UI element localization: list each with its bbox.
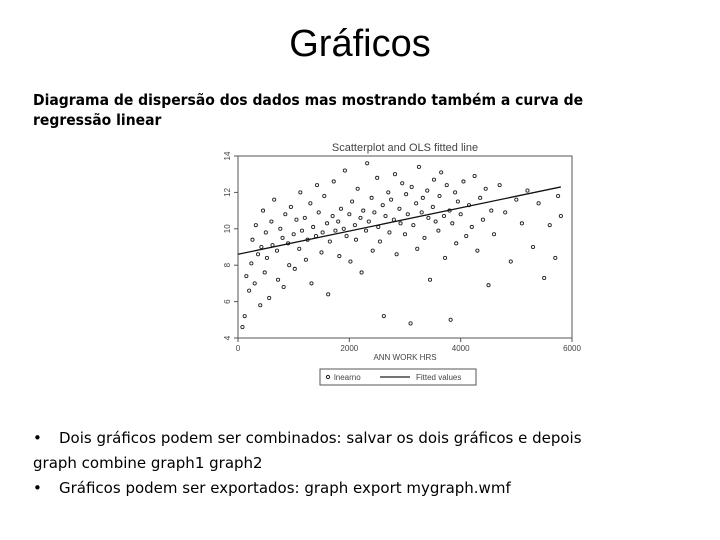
data-point (443, 256, 446, 259)
data-point (248, 289, 251, 292)
data-point (251, 238, 254, 241)
data-point (356, 187, 359, 190)
data-point (427, 216, 430, 219)
y-tick-label: 10 (223, 224, 232, 234)
data-point (392, 218, 395, 221)
data-point (543, 276, 546, 279)
data-point (398, 207, 401, 210)
data-point (438, 194, 441, 197)
data-point (526, 189, 529, 192)
data-point (303, 216, 306, 219)
data-point (332, 180, 335, 183)
data-point (309, 202, 312, 205)
y-tick-label: 14 (223, 151, 232, 161)
code-line (33, 451, 693, 476)
data-point (504, 211, 507, 214)
data-point (263, 271, 266, 274)
data-point (416, 247, 419, 250)
data-point (370, 196, 373, 199)
data-point (376, 176, 379, 179)
data-point (353, 224, 356, 227)
data-point (339, 207, 342, 210)
data-point (328, 240, 331, 243)
data-point (275, 249, 278, 252)
data-point (415, 202, 418, 205)
plot-frame (238, 156, 572, 338)
data-point (432, 178, 435, 181)
bullet-item (33, 426, 693, 451)
data-point (389, 198, 392, 201)
bullet-list (33, 426, 693, 501)
data-point (282, 285, 285, 288)
data-point (459, 213, 462, 216)
data-point (276, 278, 279, 281)
x-tick-label: 6000 (563, 344, 581, 353)
data-point (440, 171, 443, 174)
data-point (298, 247, 301, 250)
data-point (476, 249, 479, 252)
data-point (465, 234, 468, 237)
x-tick-label: 2000 (340, 344, 359, 353)
bullet-marker: • (33, 429, 42, 447)
data-point (556, 194, 559, 197)
data-point (334, 229, 337, 232)
data-point (243, 315, 246, 318)
data-point (373, 211, 376, 214)
data-point (321, 231, 324, 234)
data-point (279, 227, 282, 230)
data-point (349, 260, 352, 263)
data-point (405, 193, 408, 196)
data-point (292, 233, 295, 236)
x-tick-label: 0 (235, 344, 241, 353)
data-point (393, 173, 396, 176)
data-point (371, 249, 374, 252)
data-point (473, 174, 476, 177)
y-tick-label: 8 (223, 262, 232, 268)
data-point (367, 220, 370, 223)
data-point (412, 224, 415, 227)
data-point (265, 256, 268, 259)
data-point (320, 251, 323, 254)
data-point (548, 224, 551, 227)
data-point (331, 214, 334, 217)
scatterplot-chart (212, 138, 582, 390)
y-tick-label: 12 (223, 187, 232, 197)
data-point (293, 267, 296, 270)
data-point (295, 218, 298, 221)
data-point (250, 262, 253, 265)
data-point (268, 296, 271, 299)
data-point (345, 234, 348, 237)
legend-label-points: lnearno (334, 373, 361, 382)
data-point (406, 213, 409, 216)
chart-title: Scatterplot and OLS fitted line (331, 142, 479, 154)
data-point (454, 191, 457, 194)
data-point (300, 229, 303, 232)
bullet-item (33, 476, 693, 501)
data-point (445, 184, 448, 187)
data-point (437, 229, 440, 232)
data-point (284, 213, 287, 216)
data-point (378, 240, 381, 243)
data-point (327, 293, 330, 296)
data-point (537, 202, 540, 205)
bullet-text: Dois gráficos podem ser combinados: salvar os dois gráficos e depois (59, 429, 582, 447)
data-point (342, 227, 345, 230)
data-point (417, 165, 420, 168)
data-point (384, 214, 387, 217)
data-point (362, 209, 365, 212)
data-point (509, 260, 512, 263)
bullet-marker: • (33, 479, 42, 497)
data-point (449, 318, 452, 321)
data-point (401, 182, 404, 185)
data-point (554, 256, 557, 259)
data-point (381, 204, 384, 207)
data-point (270, 220, 273, 223)
data-point (490, 209, 493, 212)
data-point (403, 233, 406, 236)
data-point (310, 282, 313, 285)
data-point (470, 225, 473, 228)
data-point (254, 224, 257, 227)
y-tick-label: 4 (223, 335, 232, 341)
y-tick-label: 6 (223, 299, 232, 304)
data-point (455, 242, 458, 245)
data-point (260, 245, 263, 248)
data-point (323, 194, 326, 197)
data-point (520, 222, 523, 225)
data-point (241, 325, 244, 328)
data-point (382, 315, 385, 318)
data-point (317, 211, 320, 214)
data-point (253, 282, 256, 285)
data-point (364, 229, 367, 232)
data-point (434, 220, 437, 223)
data-point (337, 220, 340, 223)
data-point (395, 253, 398, 256)
data-point (325, 222, 328, 225)
data-point (498, 184, 501, 187)
slide-title: Gráficos (289, 23, 431, 65)
data-point (366, 162, 369, 165)
data-point (515, 198, 518, 201)
scatterplot-figure (212, 138, 582, 390)
code-text: graph combine graph1 graph2 (33, 454, 263, 472)
data-point (264, 231, 267, 234)
data-point (351, 200, 354, 203)
data-point (481, 218, 484, 221)
data-point (426, 189, 429, 192)
data-point (410, 185, 413, 188)
data-point (273, 198, 276, 201)
data-point (288, 264, 291, 267)
fitted-line (238, 187, 561, 254)
data-point (451, 222, 454, 225)
data-point (399, 222, 402, 225)
data-point (354, 238, 357, 241)
data-point (431, 205, 434, 208)
data-point (421, 196, 424, 199)
data-point (559, 214, 562, 217)
data-point (360, 271, 363, 274)
data-point (281, 236, 284, 239)
data-point (259, 304, 262, 307)
data-point (348, 213, 351, 216)
data-point (388, 231, 391, 234)
data-point (289, 205, 292, 208)
data-point (315, 184, 318, 187)
data-point (531, 245, 534, 248)
legend-label-line: Fitted values (416, 373, 462, 382)
data-point (245, 275, 248, 278)
data-point (462, 180, 465, 183)
data-point (261, 209, 264, 212)
data-point (387, 191, 390, 194)
slide-subtitle: Diagrama de dispersão dos dados mas mostrando também a curva de regressão linear (33, 91, 584, 129)
data-point (359, 216, 362, 219)
data-point (492, 233, 495, 236)
bullet-text: Gráficos podem ser exportados: graph export mygraph.wmf (59, 479, 511, 497)
x-axis-label: ANN WORK HRS (373, 353, 437, 362)
data-point (304, 258, 307, 261)
data-point (428, 278, 431, 281)
data-point (256, 253, 259, 256)
data-point (420, 211, 423, 214)
x-tick-label: 4000 (451, 344, 470, 353)
data-point (409, 322, 412, 325)
data-point (479, 196, 482, 199)
data-point (484, 187, 487, 190)
data-point (299, 191, 302, 194)
data-point (423, 236, 426, 239)
data-point (487, 284, 490, 287)
data-point (456, 200, 459, 203)
data-point (343, 169, 346, 172)
data-point (338, 255, 341, 258)
data-point (442, 214, 445, 217)
data-point (312, 225, 315, 228)
